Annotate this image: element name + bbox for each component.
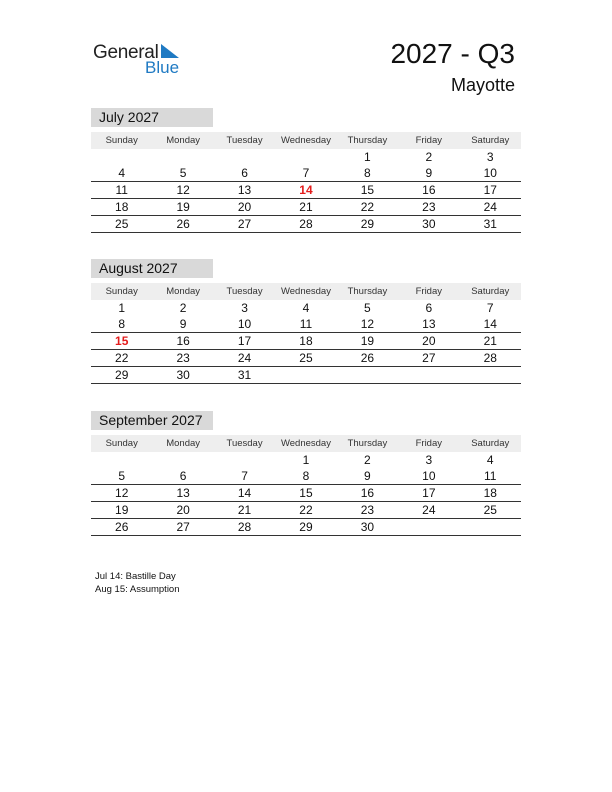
weekday-label: Friday <box>415 135 443 146</box>
weekday-label: Sunday <box>105 286 138 297</box>
day-cell: 16 <box>360 486 375 500</box>
day-cell: 21 <box>237 503 252 517</box>
week-row <box>91 350 521 367</box>
day-cell: 6 <box>425 301 433 315</box>
weekday-label: Friday <box>415 438 443 449</box>
day-cell: 29 <box>299 520 313 534</box>
day-cell: 8 <box>302 469 310 483</box>
day-cell <box>91 149 152 165</box>
day-cell: 23 <box>176 351 190 365</box>
weekday-label: Tuesday <box>226 286 263 297</box>
day-cell: 19 <box>360 334 375 348</box>
day-cell: 8 <box>118 317 126 331</box>
logo-word-general: General <box>93 42 159 63</box>
day-cell: 4 <box>118 166 126 180</box>
day-cell: 27 <box>422 351 436 365</box>
day-cell: 25 <box>299 351 313 365</box>
weekday-header <box>91 132 521 149</box>
weekday-label: Friday <box>415 286 443 297</box>
day-cell <box>460 367 521 383</box>
day-cell: 5 <box>118 469 126 483</box>
holiday-day-cell: 14 <box>299 183 313 197</box>
day-cell: 3 <box>241 301 248 315</box>
weekday-header <box>91 435 521 452</box>
day-cell: 15 <box>299 486 313 500</box>
month-title: July 2027 <box>91 108 213 127</box>
day-cell: 30 <box>360 520 375 534</box>
day-cell: 22 <box>299 503 313 517</box>
month-title: September 2027 <box>91 411 213 430</box>
day-cell: 28 <box>483 351 497 365</box>
week-row <box>91 199 521 216</box>
page-title: 2027 - Q3 <box>390 38 515 69</box>
day-cell: 17 <box>422 486 436 500</box>
day-cell: 23 <box>422 200 436 214</box>
day-cell: 9 <box>425 166 433 180</box>
day-cell: 26 <box>360 351 375 365</box>
day-cell: 16 <box>422 183 436 197</box>
day-cell: 6 <box>179 469 187 483</box>
week-row <box>91 149 521 165</box>
weekday-label: Thursday <box>347 286 388 297</box>
day-cell <box>398 519 459 535</box>
week-row <box>91 165 521 182</box>
day-cell: 2 <box>364 453 371 467</box>
day-cell: 1 <box>364 150 371 164</box>
day-cell: 20 <box>176 503 190 517</box>
generalblue-logo <box>93 40 193 80</box>
day-cell: 3 <box>486 150 494 164</box>
day-cell: 26 <box>115 520 129 534</box>
day-cell: 18 <box>483 486 497 500</box>
weekday-label: Wednesday <box>280 135 331 146</box>
week-row <box>91 502 521 519</box>
weekday-label: Saturday <box>471 438 510 449</box>
day-cell: 1 <box>118 301 126 315</box>
day-cell: 30 <box>422 217 436 231</box>
week-row <box>91 468 521 485</box>
day-cell: 24 <box>237 351 252 365</box>
weekday-label: Sunday <box>105 438 138 449</box>
holiday-day-cell: 15 <box>115 334 129 348</box>
day-cell: 4 <box>302 301 310 315</box>
day-cell: 13 <box>237 183 252 197</box>
day-cell: 4 <box>486 453 494 467</box>
weekday-label: Tuesday <box>226 135 263 146</box>
week-row <box>91 519 521 536</box>
day-cell: 13 <box>176 486 190 500</box>
day-cell <box>91 452 152 468</box>
day-cell: 25 <box>483 503 497 517</box>
day-cell: 18 <box>115 200 129 214</box>
weekday-label: Monday <box>166 438 201 449</box>
day-cell: 3 <box>425 453 433 467</box>
month-calendar <box>91 259 521 384</box>
day-cell: 20 <box>237 200 252 214</box>
day-cell: 11 <box>484 469 497 483</box>
day-cell: 31 <box>237 368 252 382</box>
weekday-label: Wednesday <box>280 286 331 297</box>
day-cell <box>214 149 275 165</box>
day-cell <box>275 367 336 383</box>
day-cell: 2 <box>179 301 187 315</box>
weekday-label: Monday <box>166 135 201 146</box>
day-cell: 7 <box>486 301 494 315</box>
month-title: August 2027 <box>91 259 213 278</box>
day-cell: 28 <box>299 217 313 231</box>
day-cell: 11 <box>115 183 128 197</box>
day-cell: 11 <box>299 317 313 331</box>
day-cell: 31 <box>483 217 497 231</box>
day-cell: 23 <box>360 503 375 517</box>
day-cell: 13 <box>422 317 436 331</box>
weekday-label: Monday <box>166 286 201 297</box>
week-row <box>91 300 521 316</box>
day-cell: 14 <box>237 486 252 500</box>
day-cell: 19 <box>176 200 190 214</box>
weekday-label: Thursday <box>347 135 388 146</box>
day-cell <box>337 367 398 383</box>
holiday-note: Aug 15: Assumption <box>95 584 180 595</box>
day-cell: 1 <box>302 453 310 467</box>
day-cell: 26 <box>176 217 190 231</box>
month-calendar <box>91 411 521 536</box>
day-cell: 9 <box>364 469 371 483</box>
day-cell: 2 <box>425 150 433 164</box>
day-cell: 10 <box>483 166 497 180</box>
day-cell <box>460 519 521 535</box>
day-cell: 27 <box>237 217 252 231</box>
holiday-note: Jul 14: Bastille Day <box>95 571 176 582</box>
day-cell: 27 <box>176 520 190 534</box>
day-cell: 12 <box>176 183 190 197</box>
day-cell: 24 <box>483 200 497 214</box>
day-cell: 14 <box>483 317 497 331</box>
day-cell: 25 <box>115 217 129 231</box>
day-cell: 8 <box>364 166 371 180</box>
day-cell: 9 <box>179 317 187 331</box>
day-cell <box>152 452 213 468</box>
day-cell <box>398 367 459 383</box>
day-cell: 5 <box>364 301 371 315</box>
day-cell: 24 <box>422 503 436 517</box>
country-name: Mayotte <box>450 75 515 95</box>
day-cell: 30 <box>176 368 190 382</box>
day-cell: 22 <box>360 200 375 214</box>
week-row <box>91 316 521 333</box>
weekday-label: Wednesday <box>280 438 331 449</box>
weekday-label: Saturday <box>471 135 510 146</box>
day-cell <box>275 149 336 165</box>
day-cell: 16 <box>176 334 190 348</box>
day-cell: 19 <box>115 503 129 517</box>
day-cell: 17 <box>237 334 252 348</box>
weekday-label: Saturday <box>471 286 510 297</box>
day-cell <box>152 149 213 165</box>
week-row <box>91 452 521 468</box>
week-row <box>91 367 521 384</box>
day-cell: 20 <box>422 334 436 348</box>
day-cell: 12 <box>115 486 129 500</box>
day-cell: 7 <box>302 166 310 180</box>
week-row <box>91 333 521 350</box>
day-cell: 21 <box>483 334 497 348</box>
day-cell: 5 <box>179 166 187 180</box>
day-cell: 10 <box>422 469 436 483</box>
week-row <box>91 216 521 233</box>
day-cell: 7 <box>241 469 248 483</box>
holiday-notes <box>95 570 180 596</box>
day-cell: 21 <box>299 200 313 214</box>
day-cell: 28 <box>237 520 252 534</box>
weekday-label: Sunday <box>105 135 138 146</box>
day-cell: 17 <box>483 183 497 197</box>
day-cell: 6 <box>241 166 248 180</box>
weekday-header <box>91 283 521 300</box>
weekday-label: Tuesday <box>226 438 263 449</box>
day-cell: 29 <box>360 217 375 231</box>
day-cell <box>214 452 275 468</box>
day-cell: 22 <box>115 351 129 365</box>
day-cell: 10 <box>237 317 252 331</box>
day-cell: 29 <box>115 368 129 382</box>
day-cell: 15 <box>360 183 375 197</box>
week-row <box>91 182 521 199</box>
weekday-label: Thursday <box>347 438 388 449</box>
day-cell: 18 <box>299 334 313 348</box>
logo-triangle-icon <box>161 44 179 58</box>
week-row <box>91 485 521 502</box>
month-calendar <box>91 108 521 233</box>
logo-word-blue: Blue <box>145 58 180 77</box>
day-cell: 12 <box>360 317 375 331</box>
